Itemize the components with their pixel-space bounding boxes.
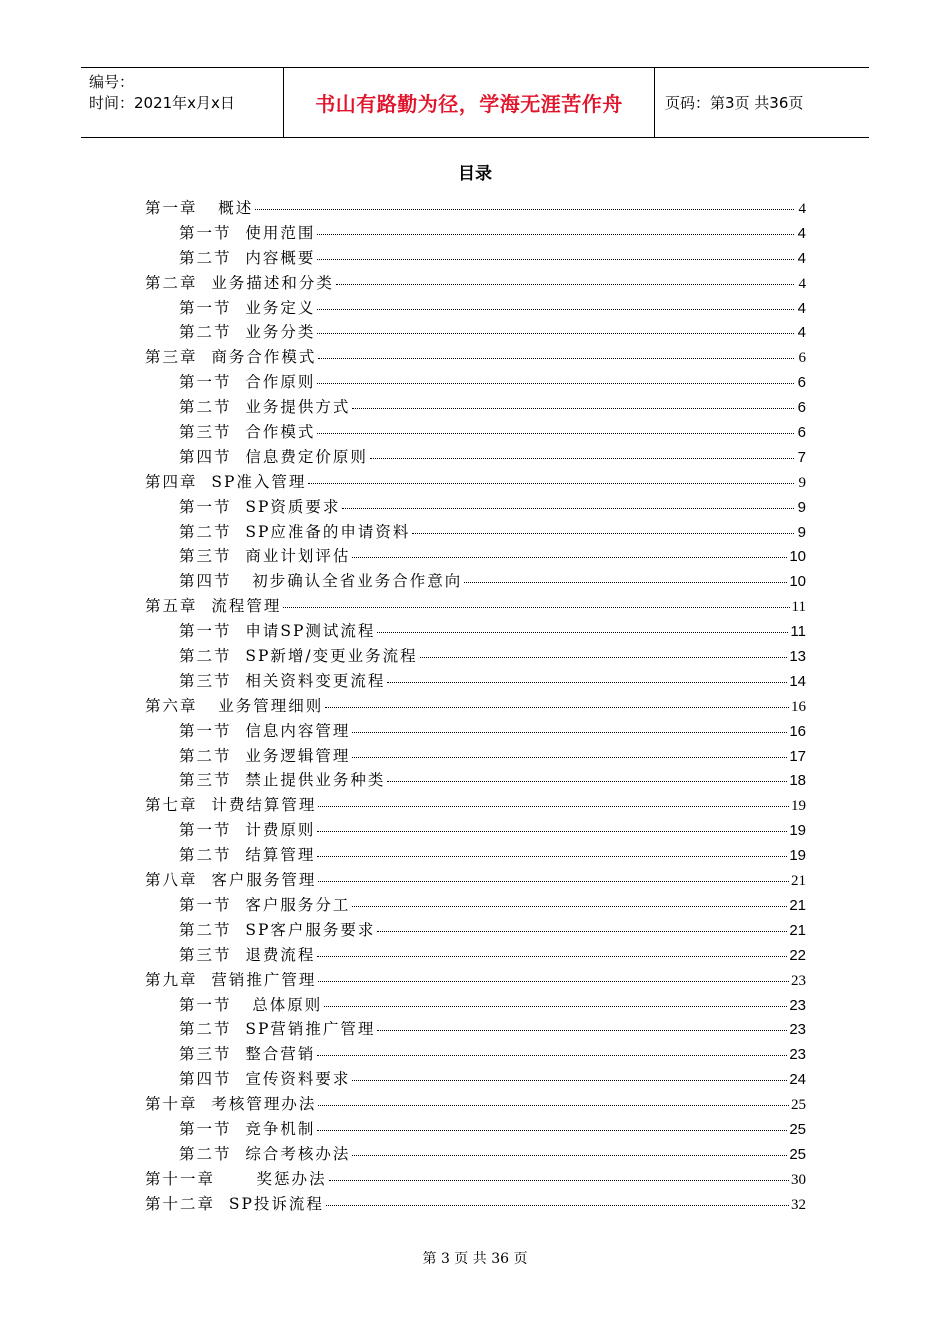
toc-entry-page: 6 — [797, 399, 806, 417]
toc-entry-title: 第一节 信息内容管理 — [179, 721, 351, 740]
toc-entry-title: 第三节 相关资料变更流程 — [179, 671, 386, 690]
toc-entry-title: 第二节 SP客户服务要求 — [179, 920, 376, 939]
toc-entry-page: 6 — [797, 424, 806, 442]
toc-entry-page: 21 — [789, 921, 806, 939]
page-info: 页码：第3页 共36页 — [665, 94, 804, 112]
toc-section-entry[interactable] — [145, 719, 806, 744]
toc-entry-title: 第二节 内容概要 — [179, 248, 316, 267]
toc-entry-page: 14 — [789, 672, 806, 690]
toc-entry-page: 16 — [791, 698, 806, 715]
toc-section-entry[interactable] — [145, 1042, 806, 1067]
toc-entry-title: 第一节 计费原则 — [179, 821, 316, 840]
header-motto-cell — [284, 68, 655, 137]
toc-entry-title: 第一节 申请SP测试流程 — [179, 622, 376, 641]
toc-dot-leader — [387, 781, 787, 782]
toc-dot-leader — [317, 259, 794, 260]
table-of-contents — [145, 196, 806, 1217]
toc-chapter-entry[interactable] — [145, 1167, 806, 1192]
toc-section-entry[interactable] — [145, 320, 806, 345]
toc-entry-title: 第四节 宣传资料要求 — [179, 1070, 351, 1089]
toc-entry-page: 10 — [789, 573, 806, 591]
toc-section-entry[interactable] — [145, 669, 806, 694]
toc-dot-leader — [317, 856, 787, 857]
toc-entry-page: 23 — [791, 972, 806, 989]
toc-entry-page: 6 — [797, 374, 806, 392]
toc-section-entry[interactable] — [145, 768, 806, 793]
toc-chapter-entry[interactable] — [145, 968, 806, 993]
toc-section-entry[interactable] — [145, 520, 806, 545]
toc-dot-leader — [352, 408, 794, 409]
toc-dot-leader — [464, 582, 787, 583]
toc-chapter-entry[interactable] — [145, 470, 806, 495]
toc-entry-page: 19 — [789, 822, 806, 840]
toc-entry-title: 第十二章 SP投诉流程 — [145, 1194, 324, 1213]
toc-entry-title: 第二节 结算管理 — [179, 846, 316, 865]
toc-section-entry[interactable] — [145, 495, 806, 520]
toc-chapter-entry[interactable] — [145, 694, 806, 719]
toc-entry-page: 16 — [789, 722, 806, 740]
toc-entry-title: 第二章 业务描述和分类 — [145, 273, 334, 292]
toc-entry-page: 25 — [789, 1120, 806, 1138]
toc-entry-page: 23 — [789, 1046, 806, 1064]
toc-dot-leader — [370, 458, 794, 459]
toc-entry-title: 第一节 总体原则 — [179, 995, 323, 1014]
page-header — [81, 67, 869, 138]
toc-dot-leader — [317, 433, 794, 434]
toc-section-entry[interactable] — [145, 943, 806, 968]
toc-dot-leader — [318, 806, 789, 807]
toc-section-entry[interactable] — [145, 296, 806, 321]
toc-entry-page: 4 — [797, 224, 806, 242]
toc-section-entry[interactable] — [145, 370, 806, 395]
toc-section-entry[interactable] — [145, 246, 806, 271]
toc-section-entry[interactable] — [145, 918, 806, 943]
header-meta — [81, 68, 284, 137]
toc-entry-page: 19 — [791, 798, 806, 815]
toc-section-entry[interactable] — [145, 395, 806, 420]
toc-entry-page: 23 — [789, 1021, 806, 1039]
toc-dot-leader — [329, 1180, 789, 1181]
toc-entry-page: 7 — [797, 448, 806, 466]
toc-section-entry[interactable] — [145, 1017, 806, 1042]
toc-dot-leader — [308, 483, 794, 484]
toc-dot-leader — [318, 1105, 789, 1106]
toc-dot-leader — [283, 607, 789, 608]
toc-dot-leader — [317, 333, 794, 334]
toc-entry-page: 4 — [797, 324, 806, 342]
toc-entry-page: 4 — [797, 299, 806, 317]
toc-entry-page: 13 — [789, 648, 806, 666]
toc-dot-leader — [317, 831, 787, 832]
toc-section-entry[interactable] — [145, 1117, 806, 1142]
toc-dot-leader — [317, 956, 787, 957]
toc-dot-leader — [318, 981, 789, 982]
toc-entry-title: 第十章 考核管理办法 — [145, 1095, 317, 1114]
toc-entry-page: 23 — [789, 996, 806, 1014]
toc-entry-title: 第六章 业务管理细则 — [145, 696, 324, 715]
toc-section-entry[interactable] — [145, 993, 806, 1018]
toc-entry-page: 19 — [789, 847, 806, 865]
toc-entry-page: 11 — [791, 599, 806, 616]
toc-dot-leader — [318, 881, 789, 882]
toc-entry-page: 18 — [789, 772, 806, 790]
toc-entry-title: 第三节 整合营销 — [179, 1045, 316, 1064]
toc-entry-title: 第十一章 奖惩办法 — [145, 1169, 327, 1188]
header-page-info-cell — [655, 68, 869, 137]
toc-entry-page: 9 — [797, 498, 806, 516]
toc-chapter-entry[interactable] — [145, 594, 806, 619]
toc-section-entry[interactable] — [145, 544, 806, 569]
toc-dot-leader — [336, 284, 794, 285]
toc-dot-leader — [255, 209, 794, 210]
toc-chapter-entry[interactable] — [145, 1092, 806, 1117]
toc-title: 目录 — [458, 164, 492, 184]
toc-dot-leader — [352, 906, 787, 907]
toc-dot-leader — [352, 732, 787, 733]
toc-entry-title: 第一章 概述 — [145, 199, 254, 217]
toc-entry-title: 第四节 信息费定价原则 — [179, 447, 368, 466]
toc-entry-title: 第二节 SP营销推广管理 — [179, 1020, 376, 1039]
toc-dot-leader — [377, 931, 787, 932]
toc-entry-page: 25 — [791, 1097, 806, 1114]
toc-entry-page: 22 — [789, 946, 806, 964]
toc-dot-leader — [317, 383, 794, 384]
toc-entry-page: 24 — [789, 1071, 806, 1089]
toc-entry-page: 4 — [798, 201, 806, 217]
toc-entry-title: 第二节 业务提供方式 — [179, 398, 351, 417]
toc-entry-title: 第二节 SP应准备的申请资料 — [179, 522, 411, 541]
toc-dot-leader — [342, 508, 794, 509]
toc-entry-title: 第八章 客户服务管理 — [145, 871, 317, 890]
toc-entry-title: 第三章 商务合作模式 — [145, 348, 317, 367]
toc-entry-title: 第二节 SP新增/变更业务流程 — [179, 647, 418, 666]
toc-chapter-entry[interactable] — [145, 1192, 806, 1217]
toc-dot-leader — [317, 1130, 787, 1131]
toc-entry-page: 30 — [791, 1171, 806, 1188]
toc-entry-page: 9 — [797, 523, 806, 541]
toc-dot-leader — [352, 1080, 787, 1081]
toc-entry-title: 第二节 业务逻辑管理 — [179, 746, 351, 765]
toc-entry-title: 第四节 初步确认全省业务合作意向 — [179, 572, 463, 591]
toc-entry-title: 第九章 营销推广管理 — [145, 970, 317, 989]
toc-dot-leader — [352, 1155, 787, 1156]
toc-entry-page: 9 — [798, 474, 806, 491]
toc-section-entry[interactable] — [145, 843, 806, 868]
toc-chapter-entry[interactable] — [145, 271, 806, 296]
toc-entry-page: 6 — [798, 350, 806, 367]
toc-section-entry[interactable] — [145, 221, 806, 246]
toc-dot-leader — [325, 707, 789, 708]
toc-dot-leader — [420, 657, 788, 658]
toc-section-entry[interactable] — [145, 569, 806, 594]
toc-entry-page: 10 — [789, 548, 806, 566]
toc-entry-title: 第三节 禁止提供业务种类 — [179, 771, 386, 790]
toc-chapter-entry[interactable] — [145, 868, 806, 893]
toc-entry-title: 第四章 SP准入管理 — [145, 472, 307, 491]
toc-dot-leader — [324, 1006, 787, 1007]
toc-section-entry[interactable] — [145, 744, 806, 769]
toc-entry-title: 第三节 退费流程 — [179, 945, 316, 964]
toc-section-entry[interactable] — [145, 619, 806, 644]
toc-chapter-entry[interactable] — [145, 345, 806, 370]
toc-dot-leader — [317, 309, 794, 310]
toc-dot-leader — [352, 557, 787, 558]
toc-section-entry[interactable] — [145, 893, 806, 918]
toc-entry-page: 17 — [789, 747, 806, 765]
toc-entry-title: 第一节 合作原则 — [179, 373, 316, 392]
toc-entry-title: 第一节 竞争机制 — [179, 1119, 316, 1138]
toc-dot-leader — [318, 358, 794, 359]
toc-entry-title: 第一节 业务定义 — [179, 298, 316, 317]
toc-section-entry[interactable] — [145, 818, 806, 843]
time-label: 时间：2021年x月x日 — [89, 94, 235, 112]
toc-dot-leader — [317, 234, 794, 235]
toc-entry-page: 4 — [797, 249, 806, 267]
toc-dot-leader — [387, 682, 787, 683]
toc-dot-leader — [412, 533, 794, 534]
toc-entry-title: 第五章 流程管理 — [145, 597, 282, 616]
toc-entry-page: 25 — [789, 1145, 806, 1163]
toc-dot-leader — [377, 632, 788, 633]
toc-entry-page: 32 — [791, 1196, 806, 1213]
toc-entry-title: 第二节 综合考核办法 — [179, 1144, 351, 1163]
toc-entry-title: 第一节 客户服务分工 — [179, 895, 351, 914]
toc-entry-title: 第七章 计费结算管理 — [145, 796, 317, 815]
number-label: 编号： — [89, 73, 135, 91]
motto: 书山有路勤为径，学海无涯苦作舟 — [315, 92, 623, 116]
toc-entry-page: 4 — [798, 275, 806, 292]
toc-dot-leader — [352, 757, 787, 758]
toc-section-entry[interactable] — [145, 445, 806, 470]
toc-entry-title: 第一节 SP资质要求 — [179, 497, 341, 516]
page-footer: 第 3 页 共 36 页 — [422, 1251, 528, 1267]
toc-section-entry[interactable] — [145, 644, 806, 669]
toc-entry-page: 11 — [790, 623, 806, 641]
toc-chapter-entry[interactable] — [145, 793, 806, 818]
toc-entry-title: 第三节 合作模式 — [179, 423, 316, 442]
toc-dot-leader — [377, 1030, 787, 1031]
toc-section-entry[interactable] — [145, 1142, 806, 1167]
toc-entry-page: 21 — [791, 873, 806, 890]
toc-entry-title: 第一节 使用范围 — [179, 223, 316, 242]
toc-section-entry[interactable] — [145, 1067, 806, 1092]
toc-entry-title: 第二节 业务分类 — [179, 323, 316, 342]
toc-chapter-entry[interactable] — [145, 196, 806, 221]
toc-section-entry[interactable] — [145, 420, 806, 445]
toc-entry-title: 第三节 商业计划评估 — [179, 547, 351, 566]
toc-entry-page: 21 — [789, 896, 806, 914]
toc-dot-leader — [326, 1205, 789, 1206]
toc-dot-leader — [317, 1055, 787, 1056]
